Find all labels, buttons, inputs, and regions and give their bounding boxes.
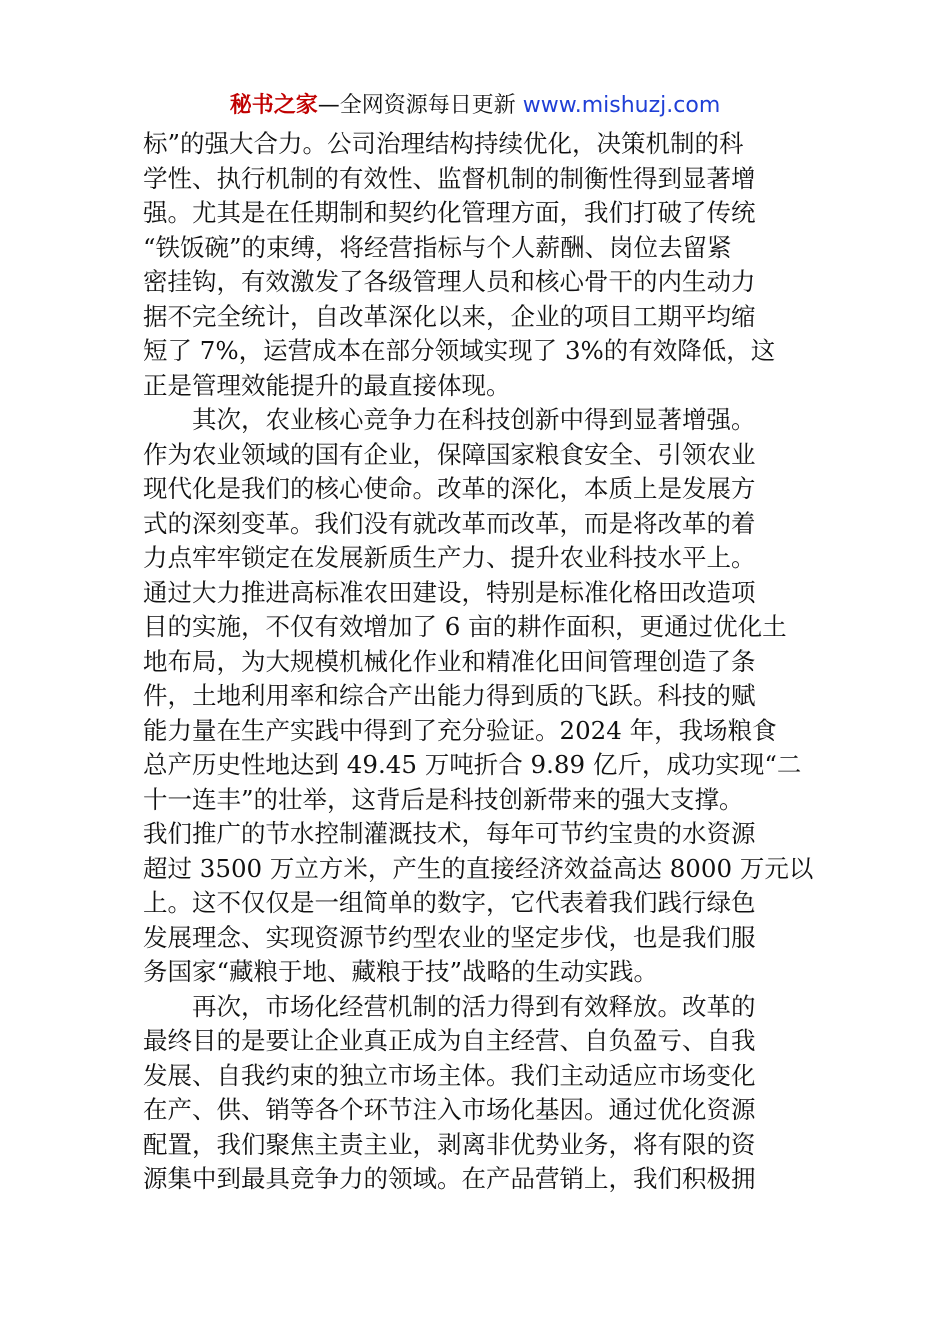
text-line: 在产、供、销等各个环节注入市场化基因。通过优化资源: [143, 1095, 756, 1124]
text-line: 密挂钩，有效激发了各级管理人员和核心骨干的内生动力: [143, 267, 756, 296]
text-line: 作为农业领域的国有企业，保障国家粮食安全、引领农业: [143, 439, 756, 469]
text-line: 件，土地利用率和综合产出能力得到质的飞跃。科技的赋: [143, 681, 756, 710]
text-line: 最终目的是要让企业真正成为自主经营、自负盈亏、自我: [143, 1026, 756, 1055]
text-line: 短了 7%，运营成本在部分领域实现了 3%的有效降低，这: [143, 336, 776, 365]
text-line: 十一连丰”的壮举，这背后是科技创新带来的强大支撑。: [143, 784, 744, 814]
text-line: 标”的强大合力。公司治理结构持续优化，决策机制的科: [143, 129, 744, 158]
text-line: 目的实施，不仅有效增加了 6 亩的耕作面积，更通过优化土: [143, 612, 787, 641]
text-line: 源集中到最具竞争力的领域。在产品营销上，我们积极拥: [143, 1164, 756, 1193]
text-line: 能力量在生产实践中得到了充分验证。2024 年，我场粮食: [143, 715, 777, 745]
text-line: 式的深刻变革。我们没有就改革而改革，而是将改革的着: [143, 508, 756, 538]
paragraph-start-line: 再次，市场化经营机制的活力得到有效释放。改革的: [192, 991, 756, 1021]
text-line: 我们推广的节水控制灌溉技术，每年可节约宝贵的水资源: [143, 819, 756, 848]
text-line: “铁饭碗”的束缚，将经营指标与个人薪酬、岗位去留紧: [143, 232, 732, 262]
text-line: 配置，我们聚焦主责主业，剥离非优势业务，将有限的资: [143, 1129, 756, 1159]
text-line: 上。这不仅仅是一组简单的数字，它代表着我们践行绿色: [143, 888, 756, 917]
text-line: 地布局，为大规模机械化作业和精准化田间管理创造了条: [143, 646, 756, 676]
text-line: 力点牢牢锁定在发展新质生产力、提升农业科技水平上。: [143, 543, 756, 572]
text-line: 发展、自我约束的独立市场主体。我们主动适应市场变化: [143, 1060, 756, 1090]
site-header: [0, 88, 950, 124]
text-line: 据不完全统计，自改革深化以来，企业的项目工期平均缩: [143, 301, 756, 331]
text-line: 发展理念、实现资源节约型农业的坚定步伐，也是我们服: [143, 922, 756, 952]
text-line: 现代化是我们的核心使命。改革的深化，本质上是发展方: [143, 474, 756, 503]
paragraph-start-line: 其次，农业核心竞争力在科技创新中得到显著增强。: [192, 405, 756, 434]
text-line: 务国家“藏粮于地、藏粮于技”战略的生动实践。: [143, 957, 659, 986]
text-line: 正是管理效能提升的最直接体现。: [143, 370, 511, 400]
text-line: 总产历史性地达到 49.45 万吨折合 9.89 亿斤，成功实现“二: [143, 750, 802, 779]
text-line: 超过 3500 万立方米，产生的直接经济效益高达 8000 万元以: [143, 853, 814, 883]
site-brand: 秘书之家: [229, 93, 318, 118]
text-line: 通过大力推进高标准农田建设，特别是标准化格田改造项: [143, 577, 756, 607]
text-line: 学性、执行机制的有效性、监督机制的制衡性得到显著增: [143, 163, 756, 193]
site-url-link[interactable]: www.mishuzj.com: [522, 93, 721, 118]
text-line: 强。尤其是在任期制和契约化管理方面，我们打破了传统: [143, 198, 756, 227]
article-body: [143, 127, 814, 1197]
site-slogan: —全网资源每日更新: [317, 93, 523, 118]
